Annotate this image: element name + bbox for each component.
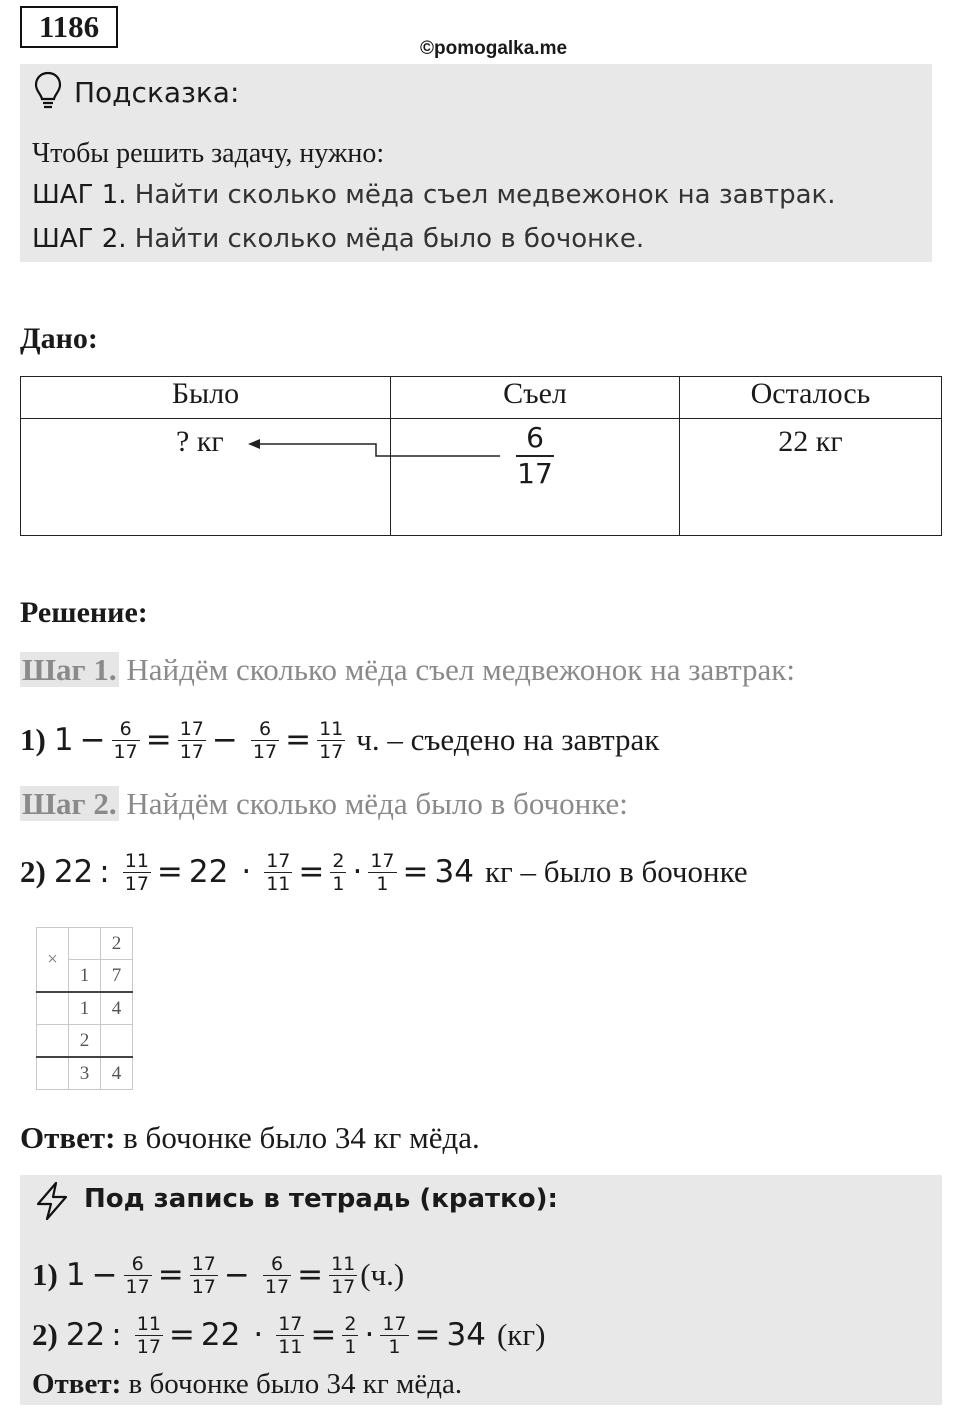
solution-heading: Решение: xyxy=(20,596,148,629)
notes-line-2-a: 22 xyxy=(65,1317,106,1353)
step-2-text: Найдём сколько мёда было в бочонке: xyxy=(126,786,628,821)
mul-cell xyxy=(37,1057,69,1090)
answer-text: в бочонке было 34 кг мёда. xyxy=(123,1120,480,1155)
line-1-fraction-1: $\frac{6}{17}$ xyxy=(113,717,138,763)
step-1-label: Шаг 1. xyxy=(22,652,117,687)
notes-line-2-fraction-4: $\frac{17}{1}$ xyxy=(382,1312,407,1358)
mul-cell: 3 xyxy=(69,1057,101,1090)
line-2-fraction-3: $\frac{2}{1}$ xyxy=(332,849,345,895)
arrow-icon xyxy=(246,436,506,464)
line-1-fraction-2: $\frac{17}{17}$ xyxy=(179,717,204,763)
site-watermark: ©pomogalka.me xyxy=(420,38,568,59)
answer-label: Ответ: xyxy=(20,1120,116,1155)
notes-line-2-fraction-1: $\frac{11}{17}$ xyxy=(136,1312,161,1358)
line-2-b: 22 xyxy=(188,854,229,890)
solution-step-2 xyxy=(20,786,628,822)
notes-line-1: 1) 1 − $\frac{6}{17}$ = $\frac{17}{17}$ − $\frac{6}{17}$ = $\frac{11}{17}$ (ч.) xyxy=(32,1252,405,1298)
hint-step-2-label: ШАГ 2. xyxy=(32,224,127,254)
line-1-whole: 1 xyxy=(53,722,74,758)
mul-cell: 7 xyxy=(101,960,133,993)
solution-answer xyxy=(20,1120,480,1156)
hint-step-1-label: ШАГ 1. xyxy=(32,180,127,210)
step-1-text: Найдём сколько мёда съел медвежонок на завтрак: xyxy=(126,652,795,687)
line-2-fraction-4: $\frac{17}{1}$ xyxy=(370,849,395,895)
given-left-value: 22 кг xyxy=(778,425,843,458)
given-col-left: Осталось xyxy=(680,377,942,419)
notes-line-1-fraction-3: $\frac{6}{17}$ xyxy=(264,1252,290,1298)
line-1-fraction-3: $\frac{6}{17}$ xyxy=(252,717,278,763)
notes-line-2-fraction-3: $\frac{2}{1}$ xyxy=(344,1312,357,1358)
multiply-sign: × xyxy=(37,928,69,993)
mul-cell: 1 xyxy=(69,992,101,1025)
line-2-label: 2) xyxy=(20,854,46,889)
lightbulb-icon xyxy=(32,70,64,110)
mul-cell xyxy=(69,928,101,960)
hint-step-2 xyxy=(32,224,644,254)
step-2-label: Шаг 2. xyxy=(22,786,117,821)
mul-cell xyxy=(37,992,69,1025)
hint-step-1-text: Найти сколько мёда съел медвежонок на завтрак. xyxy=(134,180,836,210)
mul-cell xyxy=(37,1025,69,1058)
line-2-tail: кг – было в бочонке xyxy=(484,854,748,889)
notes-line-2-result: 34 xyxy=(446,1317,486,1353)
notes-line-1-fraction-1: $\frac{6}{17}$ xyxy=(125,1252,150,1298)
notes-answer-label: Ответ: xyxy=(32,1368,122,1400)
notes-line-1-fraction-4: $\frac{11}{17}$ xyxy=(331,1252,356,1298)
line-2-fraction-2: $\frac{17}{11}$ xyxy=(266,849,291,895)
notes-line-2-label: 2) xyxy=(32,1317,58,1352)
notes-line-2-tail: (кг) xyxy=(496,1317,546,1352)
notes-line-1-fraction-2: $\frac{17}{17}$ xyxy=(191,1252,216,1298)
given-ate-fraction xyxy=(516,421,554,491)
solution-line-2: 2) 22 : $\frac{11}{17}$ = 22 · $\frac{17}{11}$ = $\frac{2}{1}$ · $\frac{17}{1}$ = 34 кг – было в бочонке xyxy=(20,849,748,895)
given-ate-den: 17 xyxy=(517,457,553,490)
hint-intro: Чтобы решить задачу, нужно: xyxy=(32,138,385,169)
given-ate-num: 6 xyxy=(526,421,544,454)
notes-title: Под запись в тетрадь (кратко): xyxy=(84,1184,558,1214)
line-1-tail: ч. – съедено на завтрак xyxy=(356,722,660,757)
line-1-label: 1) xyxy=(20,722,46,757)
problem-number: 1186 xyxy=(20,6,118,48)
hint-title: Подсказка: xyxy=(74,76,240,109)
notes-line-2-b: 22 xyxy=(200,1317,241,1353)
line-2-a: 22 xyxy=(53,854,94,890)
mul-cell xyxy=(101,1025,133,1058)
line-2-fraction-1: $\frac{11}{17}$ xyxy=(124,849,149,895)
mul-cell: 4 xyxy=(101,1057,133,1090)
notes-line-1-tail: (ч.) xyxy=(360,1257,405,1292)
hint-step-1 xyxy=(32,180,835,210)
given-heading: Дано: xyxy=(20,322,98,355)
line-2-result: 34 xyxy=(434,854,474,890)
notes-line-2-fraction-2: $\frac{17}{11}$ xyxy=(278,1312,303,1358)
mul-cell: 4 xyxy=(101,992,133,1025)
notes-answer-text: в бочонке было 34 кг мёда. xyxy=(128,1368,463,1400)
given-was-value: ? кг xyxy=(176,425,224,458)
lightning-icon xyxy=(32,1180,72,1222)
given-col-was: Было xyxy=(21,377,391,419)
mul-cell: 2 xyxy=(101,928,133,960)
notes-answer xyxy=(32,1368,462,1401)
multiplication-grid xyxy=(36,927,133,1090)
line-1-fraction-4: $\frac{11}{17}$ xyxy=(319,717,344,763)
mul-cell: 2 xyxy=(69,1025,101,1058)
notes-line-2: 2) 22 : $\frac{11}{17}$ = 22 · $\frac{17}{11}$ = $\frac{2}{1}$ · $\frac{17}{1}$ = 34 (кг) xyxy=(32,1312,546,1358)
given-col-ate: Съел xyxy=(391,377,680,419)
hint-step-2-text: Найти сколько мёда было в бочонке. xyxy=(134,224,645,254)
solution-step-1 xyxy=(20,652,795,688)
notes-line-1-label: 1) xyxy=(32,1257,58,1292)
notes-line-1-whole: 1 xyxy=(65,1257,86,1293)
mul-cell: 1 xyxy=(69,960,101,993)
solution-line-1: 1) 1 − $\frac{6}{17}$ = $\frac{17}{17}$ − $\frac{6}{17}$ = $\frac{11}{17}$ ч. – съедено на завтрак xyxy=(20,717,660,763)
